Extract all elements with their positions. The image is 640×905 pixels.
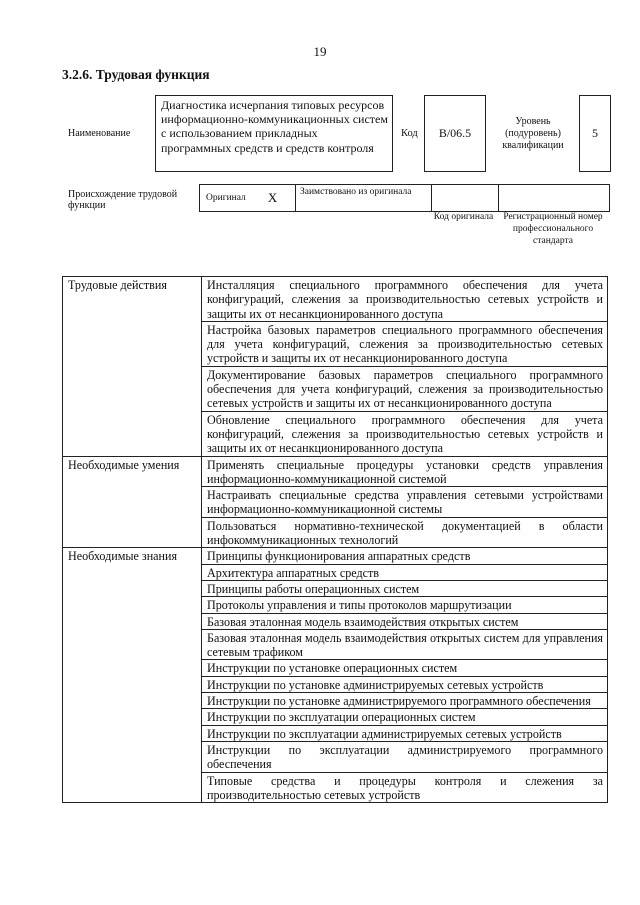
section-item-cell: Документирование базовых параметров специального программного обеспечения для учета конфигураций, слежения за производительностью сетевых устройств и защиты их от несанкционированного доступа — [202, 366, 608, 411]
section-category-cell: Трудовые действия — [63, 277, 202, 457]
section-item-cell: Протоколы управления и типы протоколов маршрутизации — [202, 597, 608, 613]
table-row — [63, 456, 608, 487]
section-item-cell: Пользоваться нормативно-технической документацией в области инфокоммуникационных технологий — [202, 517, 608, 548]
section-item-cell: Инструкции по эксплуатации администрируемых сетевых устройств — [202, 725, 608, 741]
section-title: 3.2.6. Трудовая функция — [62, 67, 210, 82]
origin-table — [199, 184, 610, 212]
section-item-cell: Инструкции по установке операционных систем — [202, 660, 608, 676]
qualification-level-box: 5 — [579, 95, 611, 172]
function-details-table — [62, 276, 608, 803]
function-code-box: B/06.5 — [424, 95, 486, 172]
page-number: 19 — [313, 44, 327, 59]
qualification-level-label: Уровень (подуровень) квалификации — [502, 116, 564, 151]
registration-number-caption: Регистрационный номер профессионального стандарта — [503, 212, 603, 246]
section-item-cell: Инструкции по эксплуатации операционных систем — [202, 709, 608, 725]
original-mark: X — [267, 190, 278, 205]
section-item-cell: Базовая эталонная модель взаимодействия открытых систем для управления сетевым трафиком — [202, 629, 608, 660]
section-item-cell: Инструкции по эксплуатации администрируемого программного обеспечения — [202, 741, 608, 772]
section-item-cell: Настройка базовых параметров специального программного обеспечения для учета конфигураций, слежения за производительностью сетевых устройств и защиты их от несанкционированного доступа — [202, 321, 608, 366]
section-item-cell: Инструкции по установке администрируемых сетевых устройств — [202, 676, 608, 692]
borrowed-cell: Заимствовано из оригинала — [295, 184, 431, 212]
section-item-cell: Принципы работы операционных систем — [202, 580, 608, 596]
original-code-caption: Код оригинала — [433, 212, 494, 222]
section-item-cell: Архитектура аппаратных средств — [202, 564, 608, 580]
section-item-cell: Применять специальные процедуры установки средств управления информационно-коммуникационной системой — [202, 456, 608, 487]
section-item-cell: Настраивать специальные средства управления сетевыми устройствами информационно-коммуникационной системы — [202, 487, 608, 518]
section-item-cell: Обновление специального программного обеспечения для учета конфигураций, слежения за производительностью сетевых устройств и защиты их от несанкционированного доступа — [202, 411, 608, 456]
section-item-cell: Базовая эталонная модель взаимодействия открытых систем — [202, 613, 608, 629]
section-item-cell: Типовые средства и процедуры контроля и слежения за производительностью сетевых устройств — [202, 772, 608, 803]
registration-number-cell — [498, 184, 610, 212]
section-item-cell: Принципы функционирования аппаратных средств — [202, 548, 608, 564]
origin-original-cell — [199, 184, 295, 212]
section-item-cell: Инсталляция специального программного обеспечения для учета конфигураций, слежения за производительностью сетевых устройств и защиты их от несанкционированного доступа — [202, 277, 608, 322]
table-row — [63, 277, 608, 322]
section-item-cell: Инструкции по установке администрируемого программного обеспечения — [202, 693, 608, 709]
origin-label: Происхождение трудовой функции — [68, 189, 178, 211]
code-label: Код — [401, 128, 418, 139]
section-category-cell: Необходимые знания — [63, 548, 202, 803]
section-category-cell: Необходимые умения — [63, 456, 202, 548]
original-label: Оригинал — [206, 193, 246, 203]
original-code-cell — [431, 184, 498, 212]
function-name-box: Диагностика исчерпания типовых ресурсов информационно-коммуникационных систем с использованием прикладных программных средств и средств контроля — [155, 95, 393, 172]
table-row — [63, 548, 608, 564]
name-label: Наименование — [68, 128, 131, 139]
